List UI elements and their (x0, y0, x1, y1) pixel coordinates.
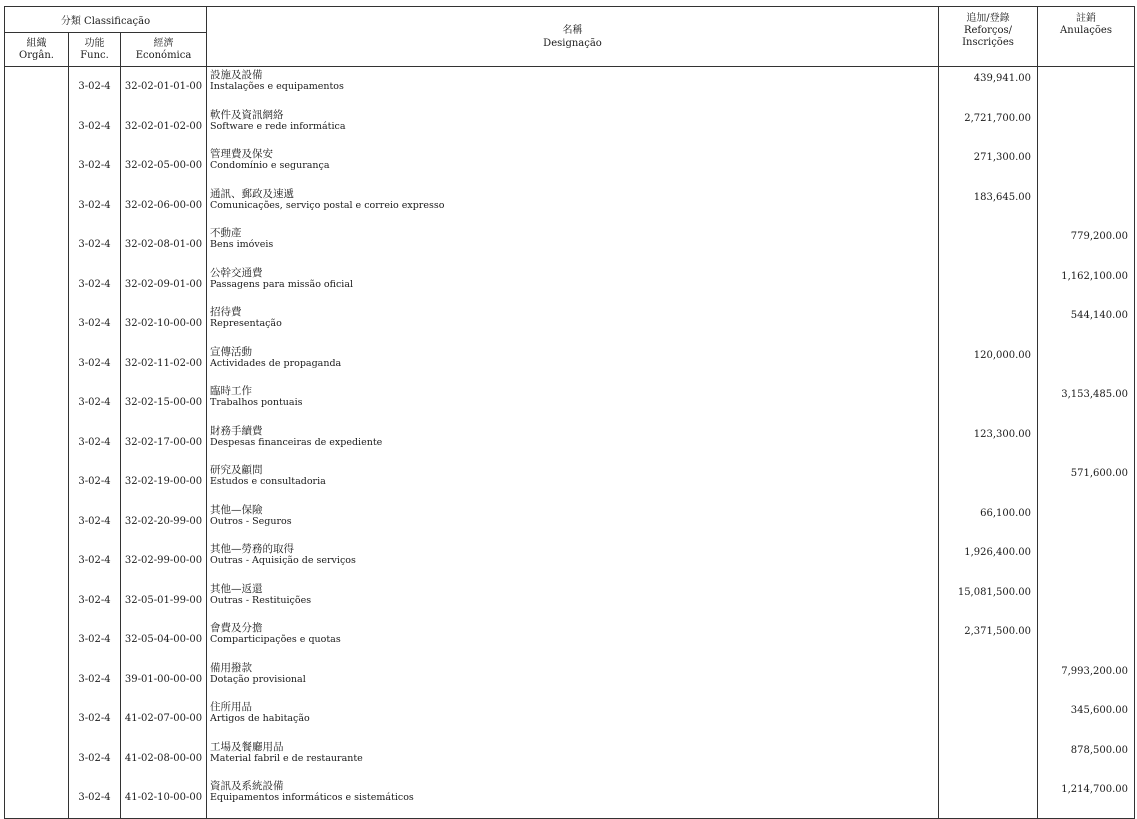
organic-header (5, 33, 69, 67)
annulment-amount (1038, 67, 1135, 107)
table-row (5, 146, 1135, 186)
designation-pt: Dotação provisional (210, 673, 306, 685)
organic-cell (5, 541, 69, 581)
reinforcements-header-zh: 追加/登錄 (966, 13, 1010, 24)
classification-header: 分類 Classificação (5, 7, 207, 33)
functional-code: 3-02-4 (69, 67, 121, 107)
annulment-amount (1038, 541, 1135, 581)
organic-cell (5, 502, 69, 542)
economic-code: 32-05-04-00-00 (121, 620, 207, 660)
organic-header-pt: Orgân. (19, 49, 54, 61)
table-row (5, 344, 1135, 384)
annulments-header-zh: 註銷 (1076, 13, 1096, 24)
organic-cell (5, 225, 69, 265)
reinforcement-amount (939, 739, 1038, 779)
annulment-amount (1038, 107, 1135, 147)
budget-table (4, 6, 1135, 819)
designation-zh: 財務手續費 (210, 424, 263, 437)
economic-header (121, 33, 207, 67)
economic-code: 32-02-19-00-00 (121, 462, 207, 502)
designation-cell (207, 502, 939, 542)
economic-code: 32-02-17-00-00 (121, 423, 207, 463)
functional-code: 3-02-4 (69, 423, 121, 463)
table-row (5, 462, 1135, 502)
reinforcements-header-pt2: Inscrições (962, 37, 1014, 48)
economic-code: 32-02-01-02-00 (121, 107, 207, 147)
functional-header-zh: 功能 (84, 37, 105, 49)
economic-code: 32-02-15-00-00 (121, 383, 207, 423)
table-row (5, 265, 1135, 305)
annulment-amount: 7,993,200.00 (1038, 660, 1135, 700)
functional-code: 3-02-4 (69, 739, 121, 779)
annulment-amount (1038, 581, 1135, 621)
table-row (5, 107, 1135, 147)
table-row (5, 383, 1135, 423)
annulments-header (1038, 7, 1135, 67)
designation-pt: Outras - Restituições (210, 594, 312, 606)
table-row (5, 225, 1135, 265)
designation-pt: Passagens para missão oficial (210, 278, 354, 290)
organic-cell (5, 344, 69, 384)
designation-cell (207, 146, 939, 186)
functional-code: 3-02-4 (69, 383, 121, 423)
functional-code: 3-02-4 (69, 660, 121, 700)
reinforcements-header (939, 7, 1038, 67)
reinforcement-amount (939, 304, 1038, 344)
organic-cell (5, 423, 69, 463)
functional-code: 3-02-4 (69, 541, 121, 581)
annulment-amount (1038, 423, 1135, 463)
designation-pt: Despesas financeiras de expediente (210, 436, 383, 448)
table-row (5, 502, 1135, 542)
organic-cell (5, 660, 69, 700)
functional-code: 3-02-4 (69, 304, 121, 344)
designation-cell (207, 778, 939, 818)
designation-pt: Equipamentos informáticos e sistemáticos (210, 792, 414, 803)
designation-pt: Actividades de propaganda (210, 357, 342, 369)
designation-header-pt: Designação (543, 37, 602, 49)
table-row (5, 67, 1135, 107)
designation-cell (207, 423, 939, 463)
table-row (5, 304, 1135, 344)
economic-code: 32-02-10-00-00 (121, 304, 207, 344)
designation-cell (207, 304, 939, 344)
organic-cell (5, 739, 69, 779)
annulment-amount (1038, 502, 1135, 542)
table-row (5, 620, 1135, 660)
table-row (5, 778, 1135, 818)
annulment-amount: 779,200.00 (1038, 225, 1135, 265)
table-row (5, 423, 1135, 463)
economic-code: 39-01-00-00-00 (121, 660, 207, 700)
designation-zh: 臨時工作 (210, 385, 252, 397)
reinforcement-amount (939, 778, 1038, 818)
reinforcements-header-pt1: Reforços/ (963, 25, 1013, 36)
organic-cell (5, 186, 69, 226)
designation-zh: 管理費及保安 (210, 148, 273, 160)
table-row (5, 739, 1135, 779)
functional-code: 3-02-4 (69, 778, 121, 818)
economic-code: 32-02-06-00-00 (121, 186, 207, 226)
designation-zh: 其他—保險 (210, 503, 263, 516)
designation-zh: 設施及設備 (210, 69, 263, 81)
annulment-amount: 571,600.00 (1038, 462, 1135, 502)
reinforcement-amount (939, 225, 1038, 265)
annulment-amount (1038, 620, 1135, 660)
annulment-amount: 1,214,700.00 (1038, 778, 1135, 818)
organic-cell (5, 265, 69, 305)
annulments-header-pt: Anulações (1060, 25, 1112, 36)
designation-pt: Artigos de habitação (210, 713, 310, 724)
reinforcement-amount: 183,645.00 (939, 186, 1038, 226)
reinforcement-amount: 66,100.00 (939, 502, 1038, 542)
designation-zh: 備用撥款 (210, 661, 252, 674)
economic-header-pt: Económica (135, 49, 192, 61)
designation-cell (207, 186, 939, 226)
functional-header (69, 33, 121, 67)
economic-code: 41-02-07-00-00 (121, 699, 207, 739)
designation-pt: Bens imóveis (210, 239, 274, 250)
organic-cell (5, 146, 69, 186)
designation-zh: 研究及顧問 (210, 464, 263, 476)
designation-cell (207, 660, 939, 700)
organic-cell (5, 383, 69, 423)
designation-pt: Estudos e consultadoria (210, 476, 326, 487)
functional-code: 3-02-4 (69, 107, 121, 147)
designation-cell (207, 739, 939, 779)
economic-code: 41-02-10-00-00 (121, 778, 207, 818)
reinforcement-amount (939, 265, 1038, 305)
table-row (5, 541, 1135, 581)
functional-code: 3-02-4 (69, 225, 121, 265)
functional-code: 3-02-4 (69, 502, 121, 542)
designation-cell (207, 699, 939, 739)
functional-code: 3-02-4 (69, 699, 121, 739)
annulment-amount (1038, 344, 1135, 384)
reinforcement-amount (939, 383, 1038, 423)
reinforcement-amount: 120,000.00 (939, 344, 1038, 384)
designation-zh: 工場及餐廳用品 (210, 740, 284, 753)
annulment-amount (1038, 186, 1135, 226)
functional-code: 3-02-4 (69, 146, 121, 186)
designation-zh: 會費及分擔 (210, 622, 263, 634)
designation-zh: 不動產 (210, 227, 242, 239)
designation-zh: 軟件及資訊網絡 (210, 108, 284, 121)
designation-zh: 資訊及系統設備 (210, 780, 284, 792)
designation-pt: Comparticipações e quotas (210, 634, 341, 645)
table-row (5, 660, 1135, 700)
reinforcement-amount: 15,081,500.00 (939, 581, 1038, 621)
designation-zh: 住所用品 (210, 701, 252, 713)
reinforcement-amount: 271,300.00 (939, 146, 1038, 186)
designation-zh: 通訊、郵政及速遞 (210, 187, 294, 200)
budget-rows (5, 67, 1135, 819)
functional-code: 3-02-4 (69, 344, 121, 384)
annulment-amount: 878,500.00 (1038, 739, 1135, 779)
designation-cell (207, 67, 939, 107)
designation-header-zh: 名稱 (562, 24, 583, 36)
designation-cell (207, 344, 939, 384)
designation-cell (207, 462, 939, 502)
designation-zh: 其他—勞務的取得 (210, 543, 294, 555)
economic-code: 32-05-01-99-00 (121, 581, 207, 621)
designation-cell (207, 383, 939, 423)
designation-cell (207, 541, 939, 581)
organic-cell (5, 107, 69, 147)
economic-code: 41-02-08-00-00 (121, 739, 207, 779)
table-row (5, 581, 1135, 621)
annulment-amount: 345,600.00 (1038, 699, 1135, 739)
reinforcement-amount: 1,926,400.00 (939, 541, 1038, 581)
budget-sheet (4, 6, 1134, 804)
designation-cell (207, 107, 939, 147)
reinforcement-amount: 439,941.00 (939, 67, 1038, 107)
reinforcement-amount: 2,371,500.00 (939, 620, 1038, 660)
reinforcement-amount (939, 462, 1038, 502)
designation-cell (207, 265, 939, 305)
organic-cell (5, 778, 69, 818)
economic-code: 32-02-01-01-00 (121, 67, 207, 107)
organic-cell (5, 462, 69, 502)
designation-pt: Material fabril e de restaurante (210, 752, 363, 764)
economic-code: 32-02-11-02-00 (121, 344, 207, 384)
functional-code: 3-02-4 (69, 462, 121, 502)
functional-code: 3-02-4 (69, 265, 121, 305)
economic-code: 32-02-08-01-00 (121, 225, 207, 265)
designation-zh: 招待費 (210, 306, 242, 318)
designation-pt: Software e rede informática (210, 120, 346, 132)
economic-code: 32-02-99-00-00 (121, 541, 207, 581)
economic-code: 32-02-20-99-00 (121, 502, 207, 542)
annulment-amount (1038, 146, 1135, 186)
designation-cell (207, 581, 939, 621)
organic-cell (5, 67, 69, 107)
designation-pt: Outros - Seguros (210, 515, 292, 527)
designation-cell (207, 620, 939, 660)
annulment-amount: 3,153,485.00 (1038, 383, 1135, 423)
designation-pt: Comunicações, serviço postal e correio expresso (210, 199, 445, 211)
reinforcement-amount: 123,300.00 (939, 423, 1038, 463)
organic-cell (5, 620, 69, 660)
organic-cell (5, 304, 69, 344)
organic-header-zh: 組織 (26, 37, 47, 49)
designation-pt: Instalações e equipamentos (210, 81, 344, 92)
economic-code: 32-02-09-01-00 (121, 265, 207, 305)
functional-code: 3-02-4 (69, 581, 121, 621)
annulment-amount: 544,140.00 (1038, 304, 1135, 344)
designation-pt: Condomínio e segurança (210, 160, 330, 171)
reinforcement-amount (939, 699, 1038, 739)
economic-header-zh: 經濟 (153, 37, 174, 49)
organic-cell (5, 699, 69, 739)
annulment-amount: 1,162,100.00 (1038, 265, 1135, 305)
organic-cell (5, 581, 69, 621)
functional-header-pt: Func. (80, 49, 109, 61)
designation-zh: 其他—返還 (210, 582, 263, 595)
reinforcement-amount (939, 660, 1038, 700)
functional-code: 3-02-4 (69, 620, 121, 660)
functional-code: 3-02-4 (69, 186, 121, 226)
designation-pt: Outras - Aquisição de serviços (210, 555, 356, 566)
designation-zh: 公幹交通費 (210, 266, 263, 279)
designation-cell (207, 225, 939, 265)
designation-zh: 宣傳活動 (210, 345, 252, 358)
reinforcement-amount: 2,721,700.00 (939, 107, 1038, 147)
designation-pt: Representação (210, 318, 282, 329)
table-row (5, 186, 1135, 226)
table-row (5, 699, 1135, 739)
economic-code: 32-02-05-00-00 (121, 146, 207, 186)
designation-header (207, 7, 939, 67)
designation-pt: Trabalhos pontuais (210, 397, 303, 408)
